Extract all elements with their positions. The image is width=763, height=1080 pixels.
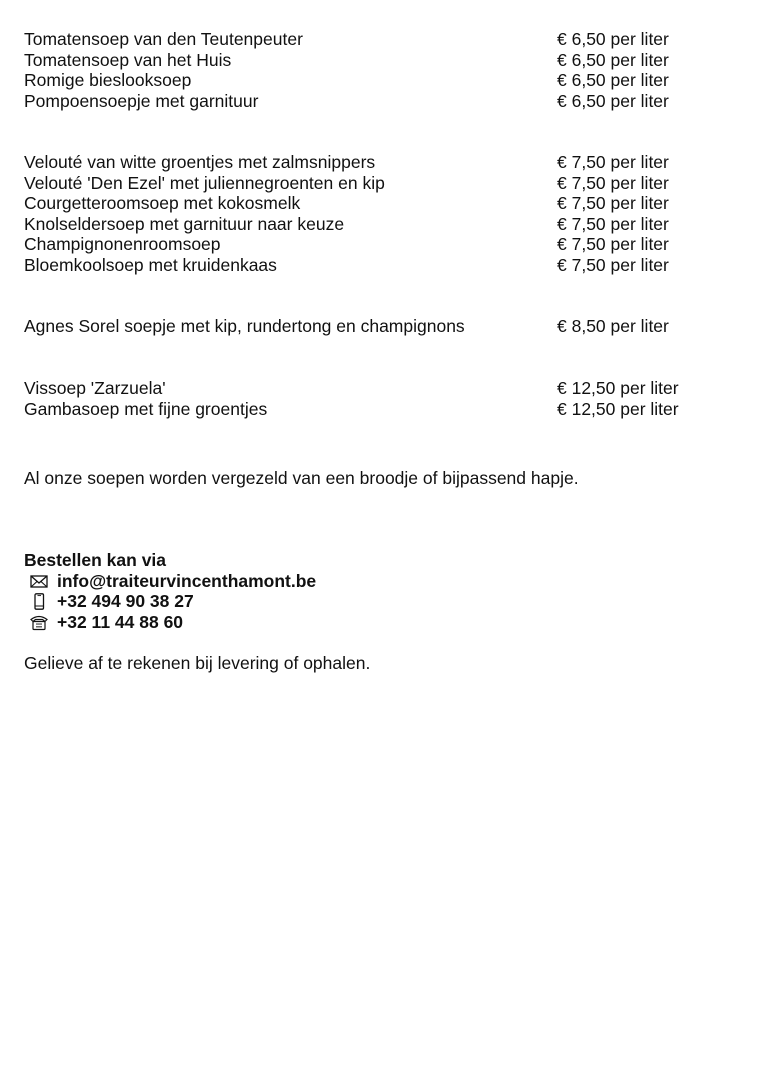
- menu-item-name: Romige bieslooksoep: [24, 70, 192, 90]
- menu-item-price: € 7,50 per liter: [557, 152, 669, 172]
- menu-item: [24, 255, 724, 276]
- menu-item-name: Tomatensoep van het Huis: [24, 49, 232, 70]
- soup-group-fish: [24, 378, 724, 419]
- soup-group-special: [24, 316, 724, 337]
- menu-item-price: € 6,50 per liter: [557, 70, 669, 90]
- menu-item-name: Velouté van witte groentjes met zalmsnippers: [24, 152, 376, 172]
- menu-item-price: € 6,50 per liter: [557, 90, 669, 111]
- menu-item: [24, 193, 724, 214]
- menu-item-price: € 6,50 per liter: [557, 29, 669, 49]
- menu-item-price: € 7,50 per liter: [557, 213, 669, 234]
- menu-item: [24, 316, 724, 337]
- envelope-icon: [28, 573, 50, 590]
- menu-item: [24, 50, 724, 71]
- soup-group-basic: [24, 29, 724, 111]
- menu-item-price: € 7,50 per liter: [557, 254, 669, 275]
- soup-group-veloute: [24, 152, 724, 275]
- menu-item-name: Tomatensoep van den Teutenpeuter: [24, 29, 303, 49]
- menu-item: [24, 378, 724, 399]
- menu-item: [24, 70, 724, 91]
- menu-item: [24, 152, 724, 173]
- menu-item-price: € 7,50 per liter: [557, 193, 669, 213]
- mobile-contact: [24, 591, 194, 612]
- bread-note: Al onze soepen worden vergezeld van een broodje of bijpassend hapje.: [24, 468, 579, 488]
- menu-item-name: Vissoep 'Zarzuela': [24, 378, 166, 398]
- menu-item-price: € 7,50 per liter: [557, 234, 669, 254]
- menu-item-name: Pompoensoepje met garnituur: [24, 90, 259, 111]
- menu-item-name: Champignonenroomsoep: [24, 234, 221, 254]
- menu-item-name: Agnes Sorel soepje met kip, rundertong en champignons: [24, 316, 465, 336]
- menu-item-price: € 6,50 per liter: [557, 49, 669, 70]
- order-contact-block: [24, 550, 317, 632]
- menu-item: [24, 173, 724, 194]
- email-contact: [24, 570, 317, 592]
- menu-item-name: Courgetteroomsoep met kokosmelk: [24, 193, 301, 213]
- menu-item: [24, 234, 724, 255]
- menu-item: [24, 91, 724, 112]
- order-heading: Bestellen kan via: [24, 550, 167, 570]
- phone-contact: [24, 611, 184, 633]
- menu-item-name: Knolseldersoep met garnituur naar keuze: [24, 213, 345, 234]
- telephone-icon: [28, 614, 50, 631]
- menu-item-name: Gambasoep met fijne groentjes: [24, 398, 268, 419]
- menu-item-price: € 12,50 per liter: [557, 398, 679, 419]
- mobile-number-link[interactable]: +32 494 90 38 27: [57, 591, 194, 611]
- menu-item-name: Bloemkoolsoep met kruidenkaas: [24, 254, 277, 275]
- menu-item: [24, 214, 724, 235]
- menu-item-name: Velouté 'Den Ezel' met juliennegroenten en kip: [24, 172, 385, 193]
- email-address-link[interactable]: info@traiteurvincenthamont.be: [57, 570, 317, 591]
- menu-item-price: € 7,50 per liter: [557, 172, 669, 193]
- phone-number-link[interactable]: +32 11 44 88 60: [57, 611, 184, 632]
- payment-note: Gelieve af te rekenen bij levering of ophalen.: [24, 653, 371, 673]
- menu-item: [24, 399, 724, 420]
- menu-item-price: € 12,50 per liter: [557, 378, 679, 398]
- mobile-phone-icon: [28, 593, 50, 610]
- menu-item: [24, 29, 724, 50]
- menu-item-price: € 8,50 per liter: [557, 316, 669, 336]
